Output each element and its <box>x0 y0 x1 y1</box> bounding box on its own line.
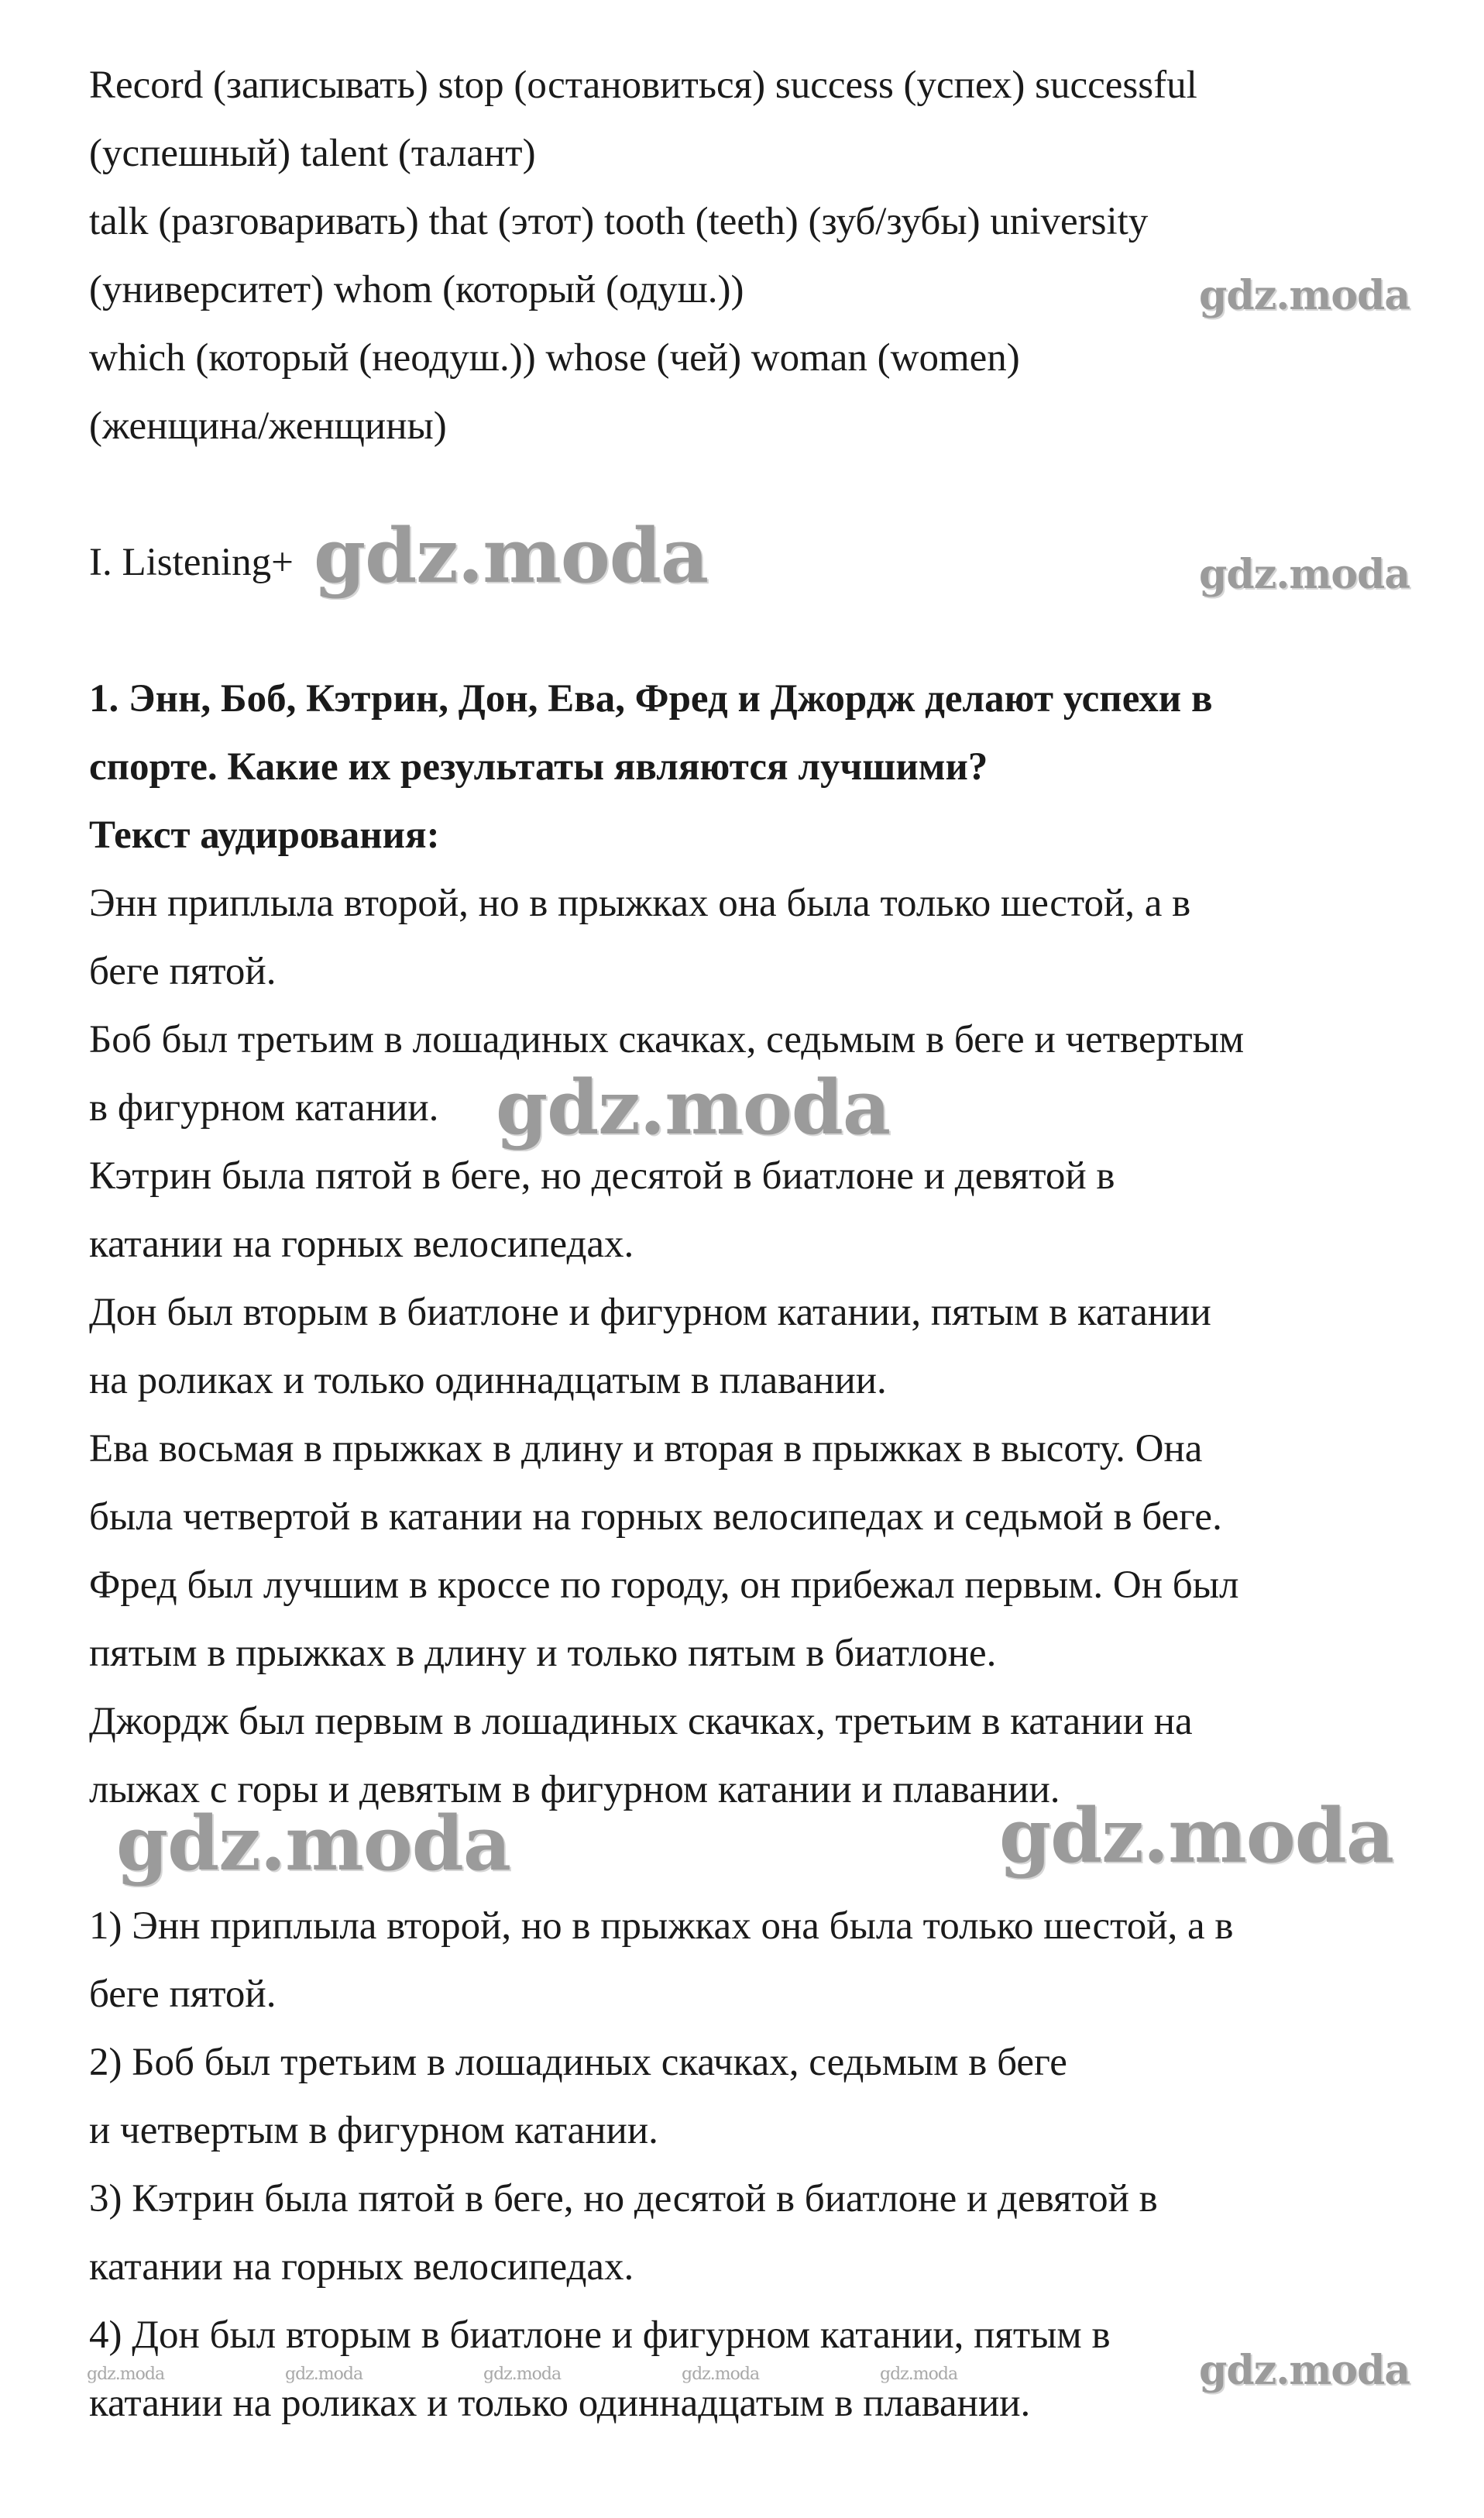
watermark: gdz.moda <box>1199 272 1410 319</box>
answer-3-line-2: катании на горных велосипедах. <box>89 2245 634 2289</box>
watermark: gdz.moda <box>682 2365 760 2384</box>
vocabulary-line-5: which (который (неодуш.)) whose (чей) woman (women) <box>89 336 1020 380</box>
answer-1-line-1: 1) Энн приплыла второй, но в прыжках она была только шестой, а в <box>89 1904 1234 1948</box>
answer-4-line-1: 4) Дон был вторым в биатлоне и фигурном катании, пятым в <box>89 2313 1111 2357</box>
listening-line-2: беге пятой. <box>89 950 277 993</box>
listening-line-3: Боб был третьим в лошадиных скачках, седьмым в беге и четвертым <box>89 1018 1245 1061</box>
vocabulary-line-4: (университет) whom (который (одуш.)) <box>89 268 744 311</box>
listening-line-4: в фигурном катании. <box>89 1086 439 1130</box>
vocabulary-line-2: (успешный) talent (талант) <box>89 132 536 175</box>
listening-line-11: Фред был лучшим в кроссе по городу, он прибежал первым. Он был <box>89 1563 1239 1607</box>
vocabulary-line-6: (женщина/женщины) <box>89 404 447 448</box>
vocabulary-line-3: talk (разговаривать) that (этот) tooth (teeth) (зуб/зубы) university <box>89 200 1149 243</box>
listening-line-6: катании на горных велосипедах. <box>89 1223 634 1266</box>
watermark: gdz.moda <box>999 1792 1394 1880</box>
task-heading-line-2: спорте. Какие их результаты являются лучшими? <box>89 745 988 789</box>
listening-line-9: Ева восьмая в прыжках в длину и вторая в прыжках в высоту. Она <box>89 1427 1203 1471</box>
watermark: gdz.moda <box>1199 551 1410 598</box>
listening-line-7: Дон был вторым в биатлоне и фигурном катании, пятым в катании <box>89 1291 1211 1334</box>
watermark: gdz.moda <box>87 2365 165 2384</box>
vocabulary-line-1: Record (записывать) stop (остановиться) success (успех) successful <box>89 64 1197 107</box>
listening-line-8: на роликах и только одиннадцатым в плавании. <box>89 1359 887 1402</box>
watermark: gdz.moda <box>285 2365 363 2384</box>
listening-line-5: Кэтрин была пятой в беге, но десятой в биатлоне и девятой в <box>89 1154 1115 1198</box>
task-subheading: Текст аудирования: <box>89 814 440 857</box>
watermark: gdz.moda <box>314 512 709 600</box>
answer-2-line-1: 2) Боб был третьим в лошадиных скачках, седьмым в беге <box>89 2041 1067 2084</box>
section-title: I. Listening+ <box>89 541 294 584</box>
answer-1-line-2: беге пятой. <box>89 1973 277 2016</box>
watermark: gdz.moda <box>116 1800 511 1887</box>
answer-4-line-2: катании на роликах и только одиннадцатым в плавании. <box>89 2382 1031 2425</box>
watermark: gdz.moda <box>880 2365 958 2384</box>
task-heading-line-1: 1. Энн, Боб, Кэтрин, Дон, Ева, Фред и Джордж делают успехи в <box>89 677 1213 721</box>
watermark: gdz.moda <box>483 2365 562 2384</box>
listening-line-10: была четвертой в катании на горных велосипедах и седьмой в беге. <box>89 1495 1222 1539</box>
answer-3-line-1: 3) Кэтрин была пятой в беге, но десятой в биатлоне и девятой в <box>89 2177 1158 2220</box>
listening-line-14: лыжах с горы и девятым в фигурном катании и плавании. <box>89 1768 1060 1811</box>
answer-2-line-2: и четвертым в фигурном катании. <box>89 2109 658 2152</box>
watermark: gdz.moda <box>1199 2347 1410 2394</box>
listening-line-12: пятым в прыжках в длину и только пятым в биатлоне. <box>89 1632 997 1675</box>
listening-line-13: Джордж был первым в лошадиных скачках, третьим в катании на <box>89 1700 1193 1743</box>
listening-line-1: Энн приплыла второй, но в прыжках она была только шестой, а в <box>89 882 1191 925</box>
watermark: gdz.moda <box>496 1064 891 1151</box>
